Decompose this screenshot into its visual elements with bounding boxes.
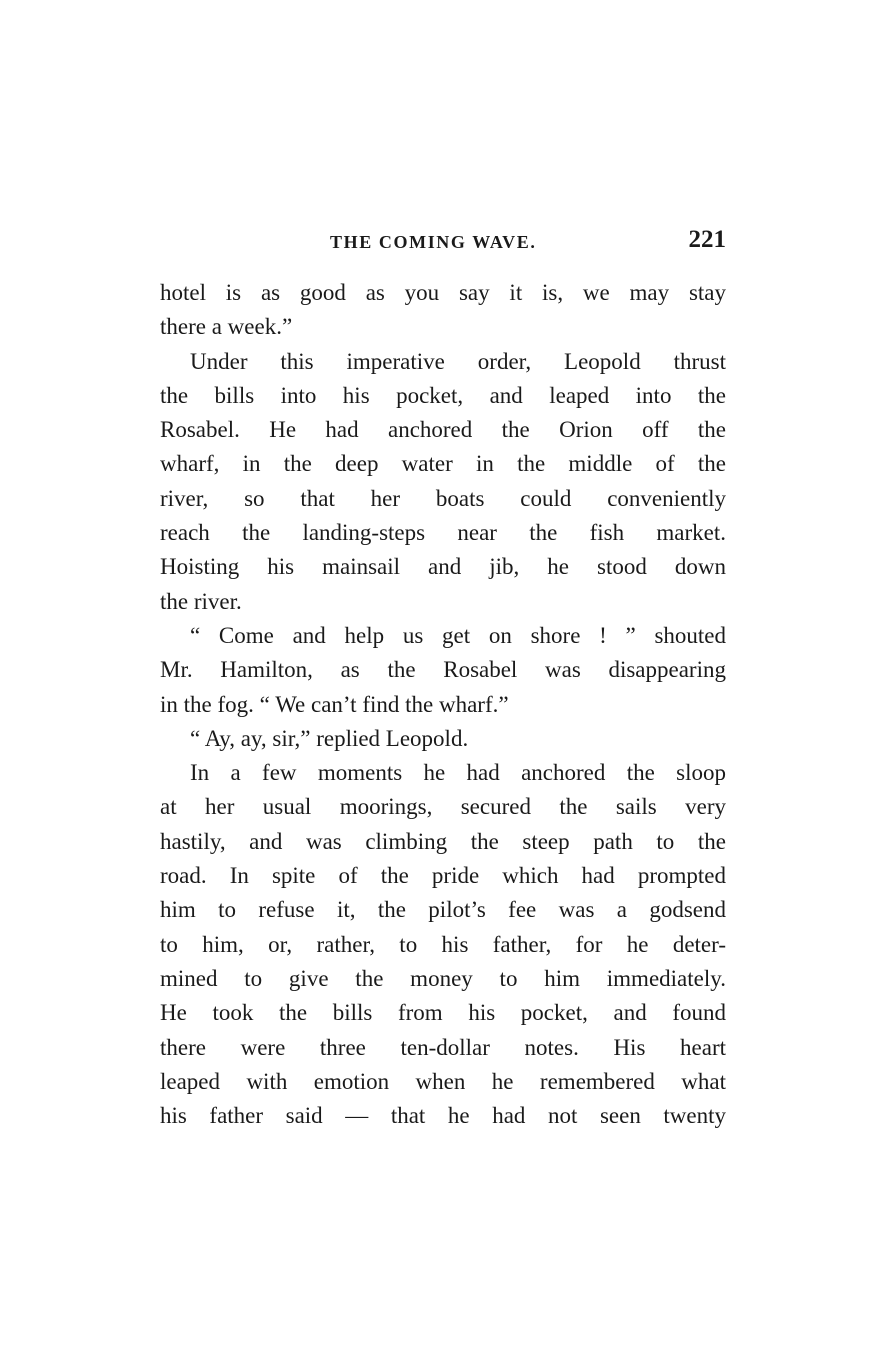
- text-line: In a few moments he had anchored the sloop: [190, 760, 726, 786]
- text-line: river, so that her boats could conveniently: [160, 485, 726, 511]
- text-line: leaped with emotion when he remembered what: [160, 1068, 726, 1094]
- page-header: [160, 228, 726, 262]
- text-line: mined to give the money to him immediately.: [160, 965, 726, 991]
- text-line: Hoisting his mainsail and jib, he stood down: [160, 554, 726, 580]
- text-line: “ Come and help us get on shore ! ” shouted: [190, 622, 726, 648]
- text-line: at her usual moorings, secured the sails very: [160, 794, 726, 820]
- text-line: there were three ten-dollar notes. His heart: [160, 1034, 726, 1060]
- text-line: there a week.”: [160, 314, 293, 340]
- text-line: road. In spite of the pride which had prompted: [160, 863, 726, 889]
- text-line: reach the landing-steps near the fish market.: [160, 520, 726, 546]
- text-line: Mr. Hamilton, as the Rosabel was disappearing: [160, 657, 726, 683]
- text-line: “ Ay, ay, sir,” replied Leopold.: [190, 725, 469, 751]
- text-line: Rosabel. He had anchored the Orion off the: [160, 417, 726, 443]
- text-line: the river.: [160, 588, 242, 614]
- body-text: [160, 276, 726, 1133]
- text-line: He took the bills from his pocket, and found: [160, 1000, 726, 1026]
- text-line: his father said — that he had not seen twenty: [160, 1103, 726, 1129]
- text-line: hotel is as good as you say it is, we may stay: [160, 280, 726, 305]
- text-line: the bills into his pocket, and leaped into the: [160, 382, 726, 408]
- text-line: hastily, and was climbing the steep path to the: [160, 828, 726, 854]
- text-line: him to refuse it, the pilot’s fee was a godsend: [160, 897, 726, 923]
- running-title: THE COMING WAVE.: [330, 232, 537, 252]
- text-line: Under this imperative order, Leopold thrust: [190, 348, 726, 374]
- text-line: to him, or, rather, to his father, for he deter-: [160, 931, 726, 957]
- page-number: 221: [688, 226, 726, 253]
- text-line: in the fog. “ We can’t find the wharf.”: [160, 691, 509, 717]
- text-line: wharf, in the deep water in the middle of the: [160, 451, 726, 477]
